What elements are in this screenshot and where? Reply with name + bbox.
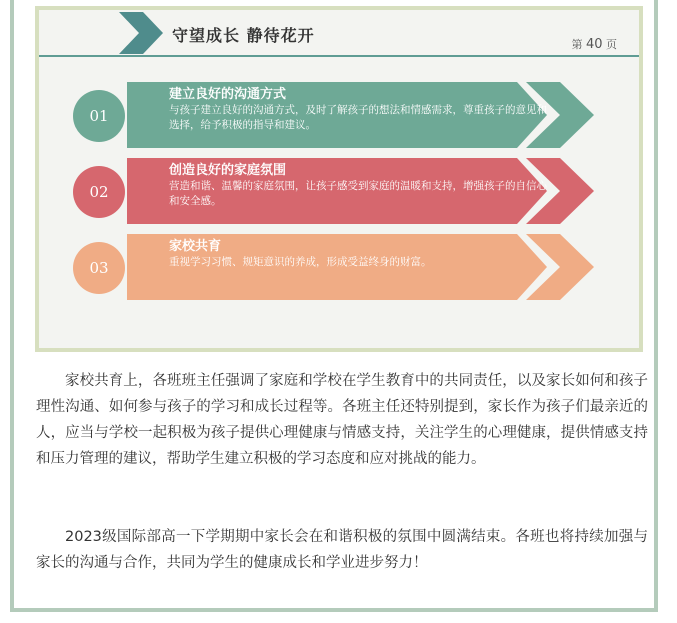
page-number — [571, 36, 617, 52]
list-item — [39, 158, 639, 228]
list-item — [39, 82, 639, 152]
item-description: 营造和谐、温馨的家庭氛围，让孩子感受到家庭的温暖和支持，增强孩子的自信心和安全感。 — [169, 180, 547, 207]
item-title: 建立良好的沟通方式 — [169, 87, 287, 102]
item-number-badge: 02 — [73, 166, 125, 218]
article-paragraph-1: 家校共育上，各班班主任强调了家庭和学校在学生教育中的共同责任，以及家长如何和孩子理性沟通、如何参与孩子的学习和成长过程等。各班主任还特别提到，家长作为孩子们最亲近的人，应当与学校一起积极为孩子提供心理健康与情感支持，关注学生的心理健康，提供情感支持和压力管理的建议，帮助学生建立积极的学习态度和应对挑战的能力。 — [36, 373, 648, 467]
item-description: 与孩子建立良好的沟通方式，及时了解孩子的想法和情感需求，尊重孩子的意见和选择，给予积极的指导和建议。 — [169, 104, 547, 131]
item-title: 创造良好的家庭氛围 — [169, 163, 287, 178]
item-number-badge: 03 — [73, 242, 125, 294]
item-description: 重视学习习惯、规矩意识的养成，形成受益终身的财富。 — [169, 256, 432, 268]
item-text — [169, 86, 549, 133]
page-suffix: 页 — [606, 38, 617, 51]
page-number-value: 40 — [585, 37, 603, 52]
header-chevron-icon — [119, 12, 163, 54]
article-paragraph-2: 2023级国际部高一下学期期中家长会在和谐积极的氛围中圆满结束。各班也将持续加强与家长的沟通与合作，共同为学生的健康成长和学业进步努力！ — [36, 529, 648, 571]
list-item — [39, 234, 639, 304]
item-text — [169, 162, 549, 209]
page-prefix: 第 — [571, 38, 583, 51]
item-text — [169, 238, 549, 270]
item-number-badge: 01 — [73, 90, 125, 142]
slide-title: 守望成长 静待花开 — [172, 26, 315, 45]
header-divider — [39, 55, 639, 57]
slide-image — [35, 6, 643, 352]
item-title: 家校共育 — [169, 239, 222, 254]
